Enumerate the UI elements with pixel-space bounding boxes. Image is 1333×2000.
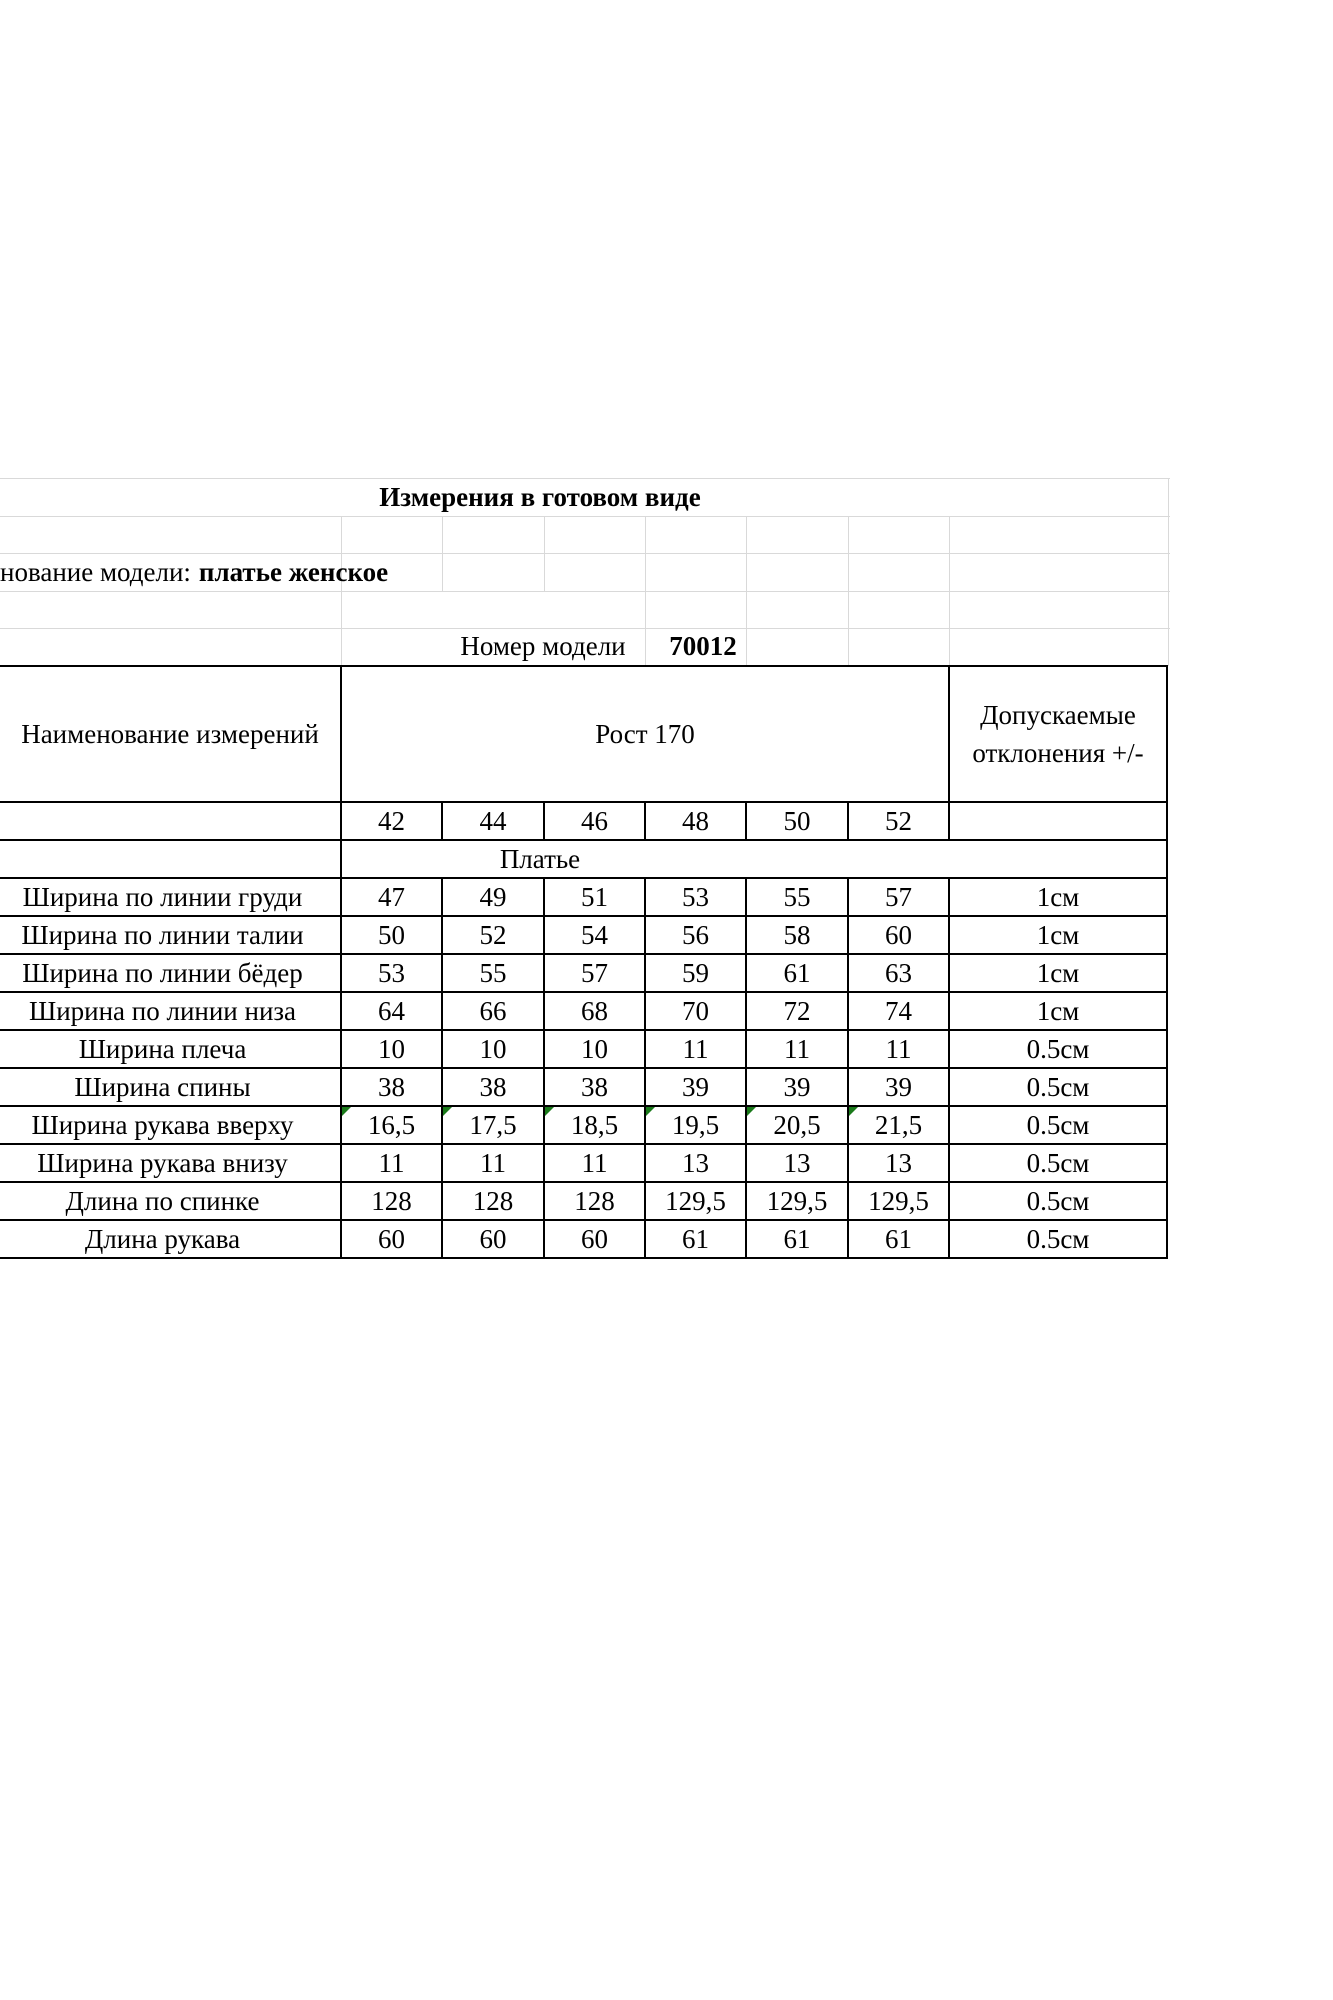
table-cell: 49 (479, 881, 507, 912)
table-cell: 61 (783, 1223, 811, 1254)
table-cell: 129,5 (868, 1185, 929, 1216)
model-name-row (0, 553, 700, 591)
section-label: Платье (499, 843, 581, 874)
measurement-name: Ширина по линии талии (21, 919, 304, 950)
error-flag-icon (646, 1107, 655, 1116)
table-cell: 13 (682, 1147, 709, 1178)
table-cell: 19,5 (671, 1109, 720, 1140)
table-cell: 51 (581, 881, 608, 912)
table-cell: 38 (479, 1071, 507, 1102)
table-cell: 21,5 (874, 1109, 923, 1140)
table-cell: 13 (885, 1147, 912, 1178)
table-cell: 59 (682, 957, 709, 988)
table-cell: 10 (479, 1033, 507, 1064)
table-cell: 66 (479, 995, 507, 1026)
table-cell: 63 (885, 957, 912, 988)
error-flag-icon (747, 1107, 756, 1116)
table-cell: 11 (885, 1033, 912, 1064)
gridline (848, 516, 849, 666)
table-cell: 11 (682, 1033, 709, 1064)
table-cell: 10 (581, 1033, 608, 1064)
gridline (0, 516, 1170, 517)
table-cell: 128 (472, 1185, 514, 1216)
measurement-name: Ширина рукава вверху (31, 1109, 294, 1140)
table-cell: 61 (885, 1223, 912, 1254)
measurement-name: Длина по спинке (65, 1185, 260, 1216)
table-cell: 11 (378, 1147, 405, 1178)
error-flag-icon (342, 1107, 351, 1116)
column-header-measure: Наименование измерений (21, 718, 319, 749)
table-border (1166, 665, 1168, 1259)
gridline (341, 516, 342, 666)
error-flag-icon (849, 1107, 858, 1116)
tolerance-cell: 0.5см (1026, 1223, 1090, 1254)
measurement-name: Ширина плеча (78, 1033, 247, 1064)
table-cell: 129,5 (766, 1185, 828, 1216)
table-cell: 60 (479, 1223, 507, 1254)
model-number-label: Номер модели (460, 631, 626, 661)
tolerance-cell: 0.5см (1026, 1185, 1090, 1216)
measurement-name: Ширина рукава внизу (37, 1147, 288, 1178)
table-cell: 17,5 (469, 1109, 517, 1140)
table-cell: 128 (574, 1185, 615, 1216)
table-cell: 39 (682, 1071, 709, 1102)
table-cell: 60 (581, 1223, 608, 1254)
size-header: 42 (378, 805, 405, 836)
error-flag-icon (443, 1107, 452, 1116)
table-cell: 56 (682, 919, 709, 950)
table-cell: 64 (378, 995, 405, 1026)
table-cell: 57 (581, 957, 608, 988)
table-cell: 128 (371, 1185, 412, 1216)
table-cell: 53 (378, 957, 405, 988)
tolerance-cell: 1см (1036, 919, 1080, 950)
measurement-name: Длина рукава (84, 1223, 241, 1254)
table-cell: 50 (378, 919, 405, 950)
table-cell: 54 (581, 919, 608, 950)
size-header: 48 (682, 805, 709, 836)
table-cell: 16,5 (367, 1109, 416, 1140)
error-flag-icon (545, 1107, 554, 1116)
tolerance-cell: 0.5см (1026, 1109, 1090, 1140)
table-cell: 58 (783, 919, 811, 950)
size-header: 44 (479, 805, 507, 836)
table-cell: 11 (581, 1147, 608, 1178)
tolerance-cell: 1см (1036, 881, 1080, 912)
measurement-name: Ширина по линии груди (22, 881, 303, 912)
gridline (1168, 478, 1169, 666)
model-name-value: платье женское (198, 556, 389, 587)
table-cell: 20,5 (773, 1109, 821, 1140)
tolerance-cell: 0.5см (1026, 1071, 1090, 1102)
table-border (0, 1257, 1168, 1259)
model-number-value: 70012 (669, 631, 737, 661)
tolerance-cell: 1см (1036, 995, 1080, 1026)
table-cell: 52 (479, 919, 507, 950)
measurement-name: Ширина спины (74, 1071, 251, 1102)
size-header: 52 (885, 805, 912, 836)
table-cell: 57 (885, 881, 912, 912)
table-cell: 38 (581, 1071, 608, 1102)
table-cell: 60 (378, 1223, 405, 1254)
gridline (949, 516, 950, 666)
table-cell: 55 (783, 881, 811, 912)
table-cell: 68 (581, 995, 608, 1026)
table-cell: 39 (885, 1071, 912, 1102)
table-cell: 60 (885, 919, 912, 950)
table-cell: 13 (783, 1147, 811, 1178)
table-cell: 39 (783, 1071, 811, 1102)
table-cell: 47 (378, 881, 405, 912)
column-header-height: Рост 170 (595, 718, 695, 749)
measurement-name: Ширина по линии бёдер (22, 957, 303, 988)
column-header-tolerance (950, 667, 1166, 801)
sheet-title: Измерения в готовом виде (379, 481, 701, 512)
table-cell: 11 (480, 1147, 506, 1178)
table-cell: 70 (682, 995, 709, 1026)
size-header: 46 (581, 805, 608, 836)
tolerance-line-2: отклонения +/- (972, 737, 1144, 768)
table-cell: 61 (783, 957, 811, 988)
table-cell: 11 (784, 1033, 810, 1064)
table-cell: 61 (682, 1223, 709, 1254)
tolerance-cell: 0.5см (1026, 1033, 1090, 1064)
table-cell: 55 (479, 957, 507, 988)
tolerance-cell: 0.5см (1026, 1147, 1090, 1178)
table-cell: 18,5 (570, 1109, 619, 1140)
table-cell: 129,5 (665, 1185, 726, 1216)
table-cell: 10 (378, 1033, 405, 1064)
table-cell: 53 (682, 881, 709, 912)
tolerance-line-1: Допускаемые (980, 699, 1136, 730)
tolerance-cell: 1см (1036, 957, 1080, 988)
table-cell: 38 (378, 1071, 405, 1102)
measurement-name: Ширина по линии низа (28, 995, 297, 1026)
table-cell: 72 (783, 995, 811, 1026)
gridline (0, 591, 1170, 592)
table-cell: 74 (885, 995, 912, 1026)
model-name-label: нование модели: (0, 556, 191, 587)
size-header: 50 (783, 805, 811, 836)
